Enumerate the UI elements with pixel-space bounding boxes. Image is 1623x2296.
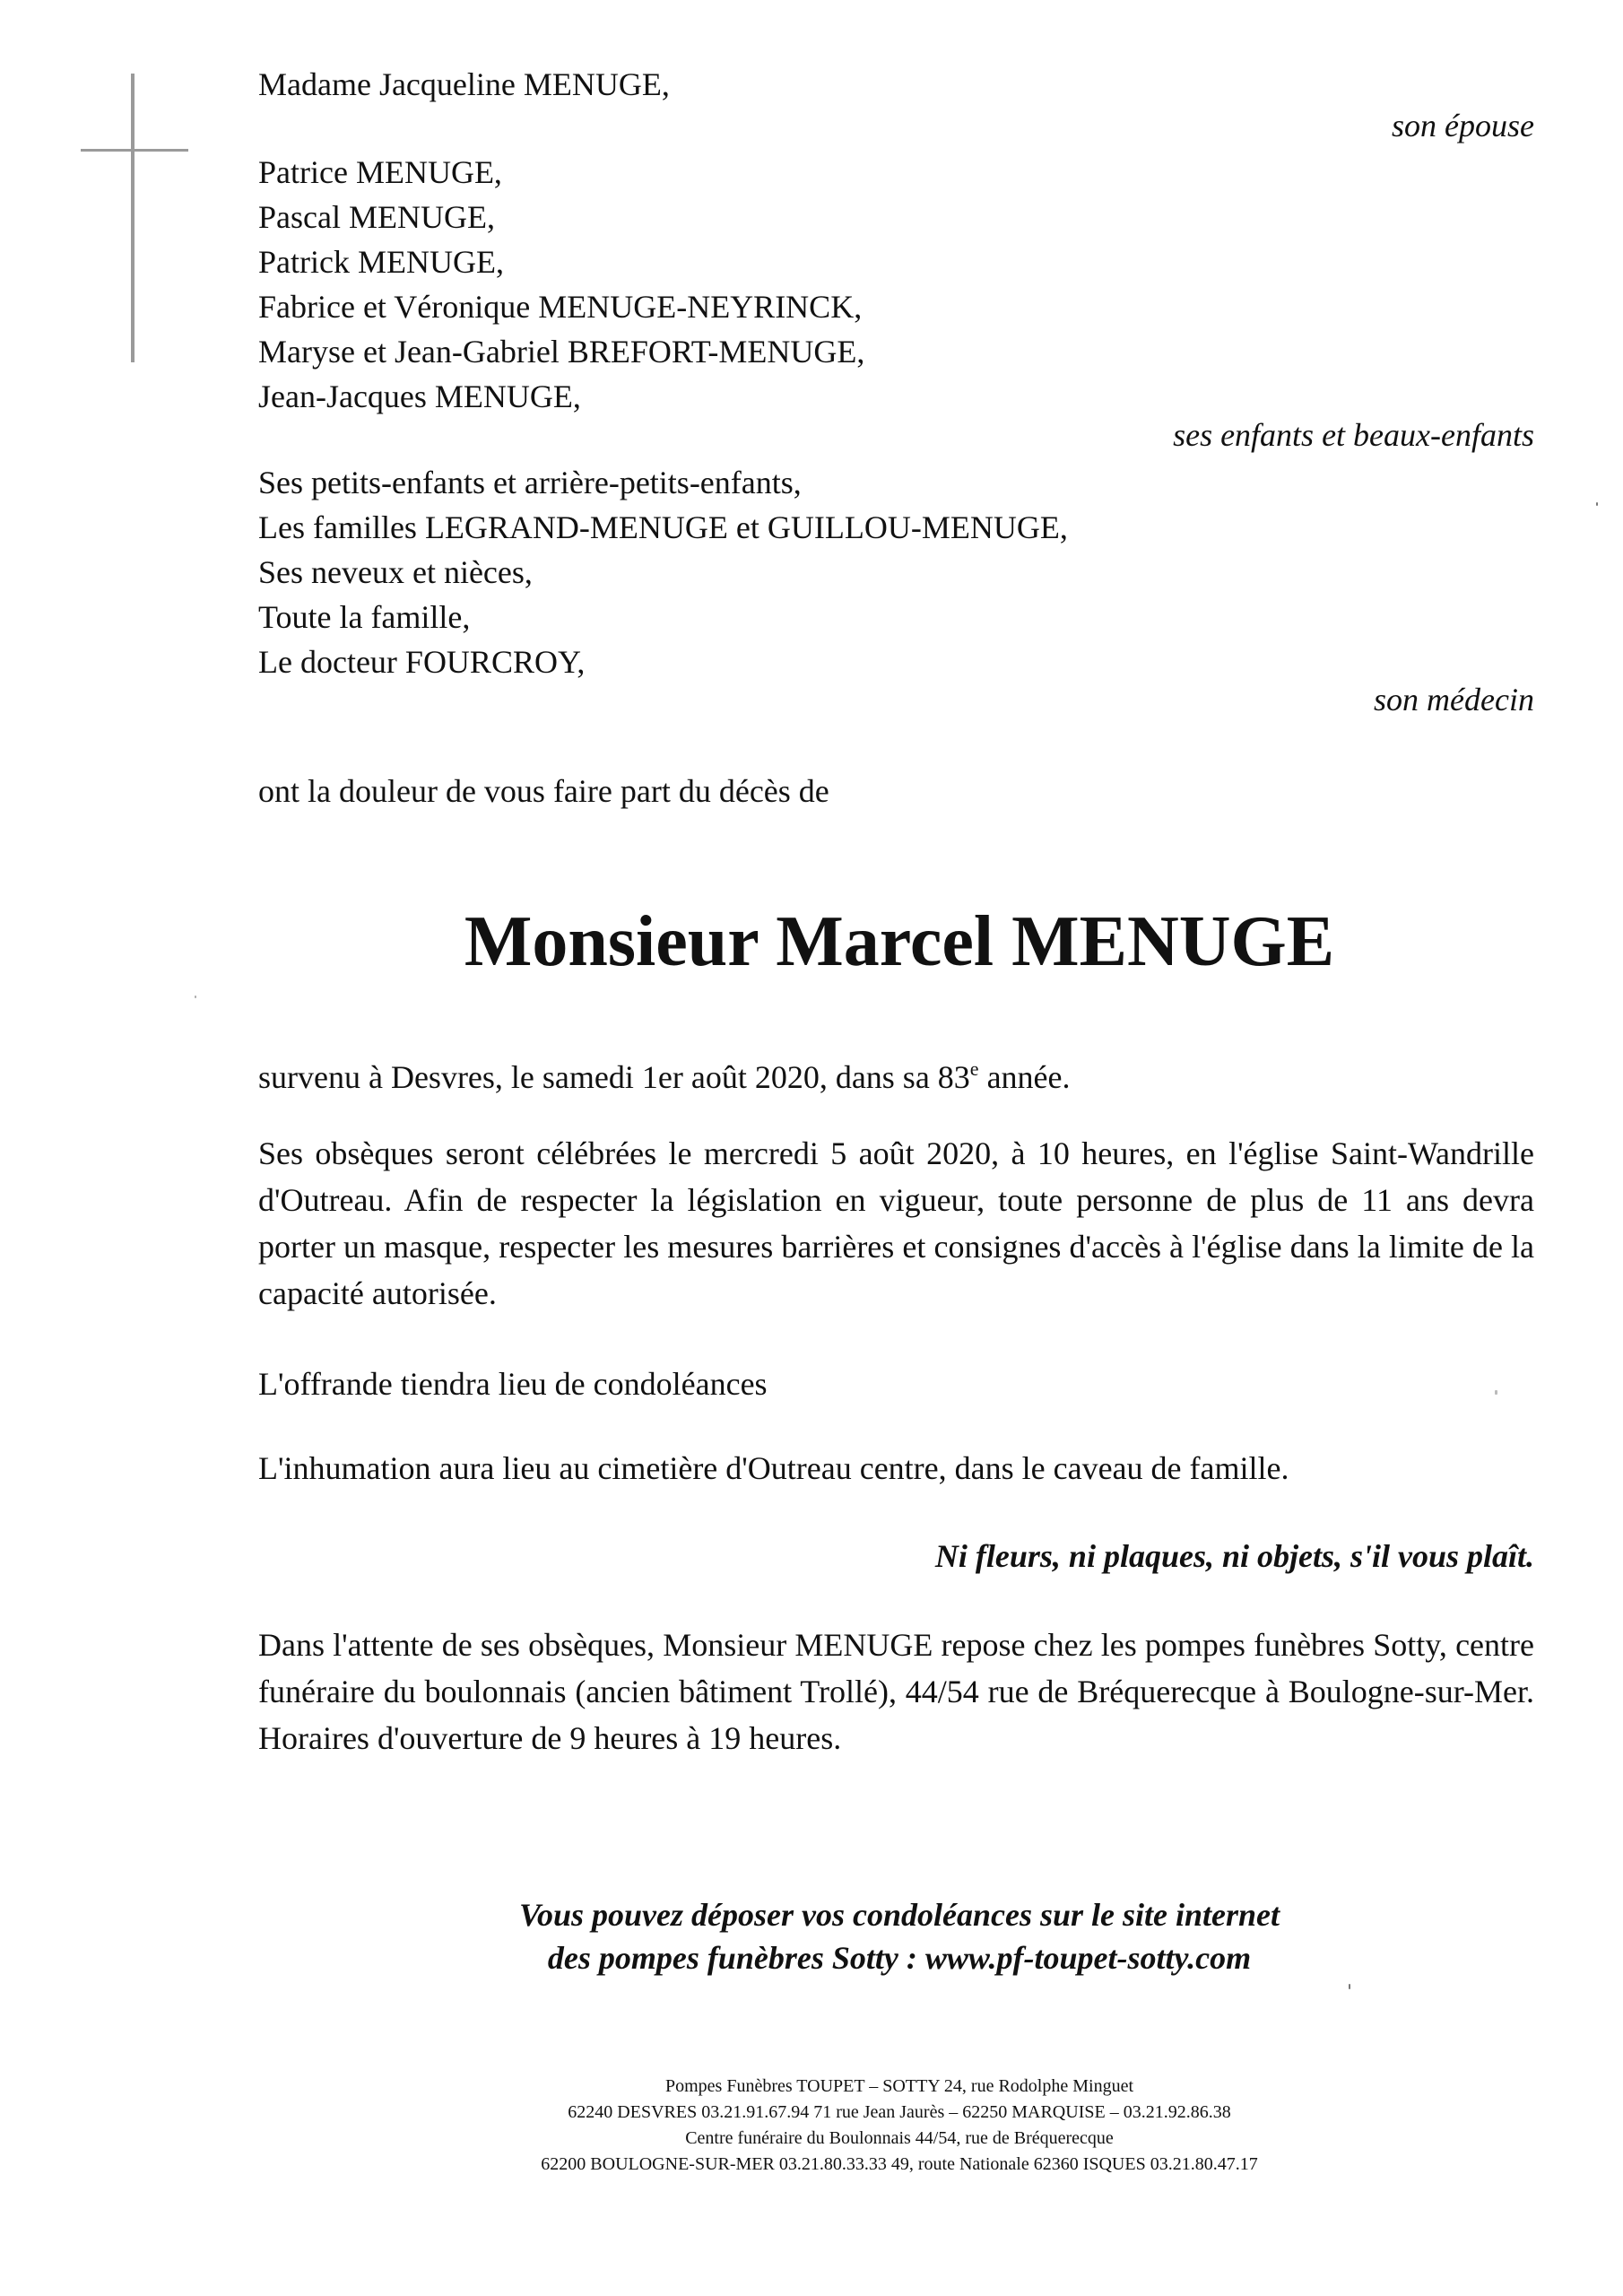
funeral-home-footer (0, 2074, 1623, 2178)
death-details (258, 1055, 1071, 1100)
child-name: Pascal MENUGE, (258, 199, 495, 235)
child-name: Patrice MENUGE, (258, 154, 502, 190)
relative-line: Les familles LEGRAND-MENUGE et GUILLOU-MENUGE, (258, 509, 1068, 545)
children-role: ses enfants et beaux-enfants (1173, 417, 1534, 453)
relative-line: Ses neveux et nièces, (258, 554, 533, 590)
spouse-name: Madame Jacqueline MENUGE, (258, 66, 670, 102)
deceased-name: Monsieur Marcel MENUGE (464, 902, 1335, 981)
announcement-text: ont la douleur de vous faire part du décès de (258, 773, 829, 809)
burial-text: L'inhumation aura lieu au cimetière d'Outreau centre, dans le caveau de famille. (258, 1450, 1289, 1486)
condolences-line-1: Vous pouvez déposer vos condoléances sur le site internet (518, 1897, 1280, 1933)
cross-icon-vertical-bar (131, 74, 135, 362)
footer-line: Centre funéraire du Boulonnais 44/54, rue de Bréquerecque (685, 2128, 1114, 2148)
child-name: Maryse et Jean-Gabriel BREFORT-MENUGE, (258, 334, 865, 370)
child-name: Jean-Jacques MENUGE, (258, 378, 581, 414)
resting-paragraph: Dans l'attente de ses obsèques, Monsieur MENUGE repose chez les pompes funèbres Sotty, centre funéraire du boulonnais (ancien bâtiment Trollé), 44/54 rue de Bréquerecque à Boulogne-sur-Mer. Horaires d'ouverture de 9 heures à 19 heures. (258, 1627, 1534, 1756)
scan-speck (1596, 502, 1598, 506)
scan-speck (1495, 1390, 1497, 1395)
condolences-line-2: des pompes funèbres Sotty : www.pf-toupet-sotty.com (547, 1940, 1252, 1976)
relative-line: Ses petits-enfants et arrière-petits-enfants, (258, 465, 802, 500)
scan-speck (1349, 1984, 1350, 1989)
funeral-paragraph: Ses obsèques seront célébrées le mercredi 5 août 2020, à 10 heures, en l'église Saint-Wandrille d'Outreau. Afin de respecter la législation en vigueur, toute personne de plus de 11 ans devra porter un masque, respecter les mesures barrières et consignes d'accès à l'église dans la limite de la capacité autorisée. (258, 1135, 1534, 1311)
footer-line: 62200 BOULOGNE-SUR-MER 03.21.80.33.33 49, route Nationale 62360 ISQUES 03.21.80.47.17 (541, 2154, 1258, 2174)
no-flowers-notice: Ni fleurs, ni plaques, ni objets, s'il vous plaît. (934, 1538, 1534, 1574)
child-name: Patrick MENUGE, (258, 244, 504, 280)
footer-line: 62240 DESVRES 03.21.91.67.94 71 rue Jean Jaurès – 62250 MARQUISE – 03.21.92.86.38 (568, 2102, 1231, 2122)
relative-line: Le docteur FOURCROY, (258, 644, 586, 680)
ordinal-superscript: e (969, 1057, 979, 1080)
footer-line: Pompes Funèbres TOUPET – SOTTY 24, rue Rodolphe Minguet (664, 2076, 1134, 2096)
doctor-role: son médecin (1374, 682, 1534, 718)
spouse-role: son épouse (1392, 108, 1534, 144)
scan-speck (195, 996, 196, 998)
offering-text: L'offrande tiendra lieu de condoléances (258, 1366, 768, 1402)
child-name: Fabrice et Véronique MENUGE-NEYRINCK, (258, 289, 863, 325)
death-text: survenu à Desvres, le samedi 1er août 2020, dans sa 83 (258, 1059, 970, 1095)
relative-line: Toute la famille, (258, 599, 471, 635)
death-text-end: année. (978, 1059, 1071, 1095)
cross-icon-horizontal-bar (81, 149, 188, 152)
